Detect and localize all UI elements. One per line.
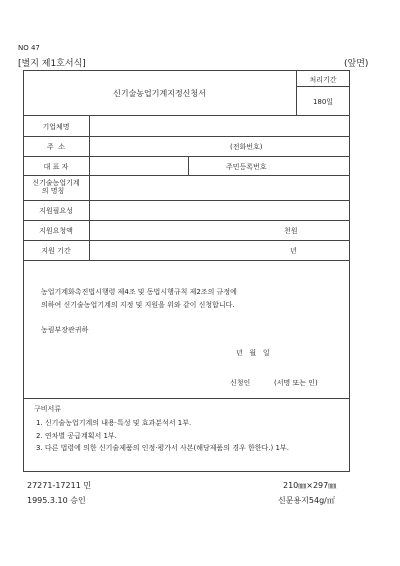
form-label: [별지 제1호서식] xyxy=(18,59,86,69)
support-reason-label: 지원필요성 xyxy=(39,207,73,215)
date-line: 년 월 일 xyxy=(236,349,270,357)
representative-label: 대 표 자 xyxy=(43,163,69,171)
form-number: NO 47 xyxy=(18,44,40,52)
support-period-label: 지원 기간 xyxy=(41,247,71,255)
addressee: 농림부장관귀하 xyxy=(41,326,89,334)
paper-type: 신문용지54g/㎡ xyxy=(278,496,335,505)
signature-label: (서명 또는 인) xyxy=(274,379,318,387)
statement-line-1: 농업기계화촉진법시행령 제4조 및 동법시행규칙 제2조의 규정에 xyxy=(41,288,237,296)
documents-title: 구비서류 xyxy=(34,405,62,413)
processing-period-label: 처리기간 xyxy=(309,76,337,84)
form-code: 27271-17211 민 xyxy=(27,481,92,490)
machine-name-label-line2: 의 명칭 xyxy=(41,187,65,195)
approval-date: 1995.3.10 승인 xyxy=(27,496,86,505)
side-label: (앞면) xyxy=(344,59,369,69)
document-item-2: 2. 연차별 공급계획서 1부. xyxy=(36,432,117,440)
address-label: 주 소 xyxy=(47,143,65,151)
company-name-label: 기업체명 xyxy=(42,123,70,131)
document-item-1: 1. 신기술농업기계의 내용·특성 및 효과분석서 1부. xyxy=(36,419,192,427)
machine-name-label-line1: 신기술농업기계 xyxy=(32,179,80,187)
applicant-label: 신청인 xyxy=(230,379,251,387)
statement-line-2: 의하여 신기술농업기계의 지정 및 지원을 위와 같이 신청합니다. xyxy=(41,301,235,309)
support-period-unit: 년 xyxy=(290,247,297,255)
document-item-3: 3. 다른 법령에 의한 신기술제품의 인정·평가서 사본(해당제품의 경우 한한다.) 1부. xyxy=(36,444,289,452)
phone-label: (전화번호) xyxy=(230,143,263,151)
support-amount-label: 지원요청액 xyxy=(39,227,73,235)
resident-id-label: 주민등록번호 xyxy=(226,163,267,171)
support-amount-unit: 천원 xyxy=(284,227,298,235)
processing-period-value: 180일 xyxy=(312,98,334,106)
paper-size: 210㎜×297㎜ xyxy=(283,481,337,490)
form-title: 신기술농업기계지정신청서 xyxy=(113,89,206,98)
